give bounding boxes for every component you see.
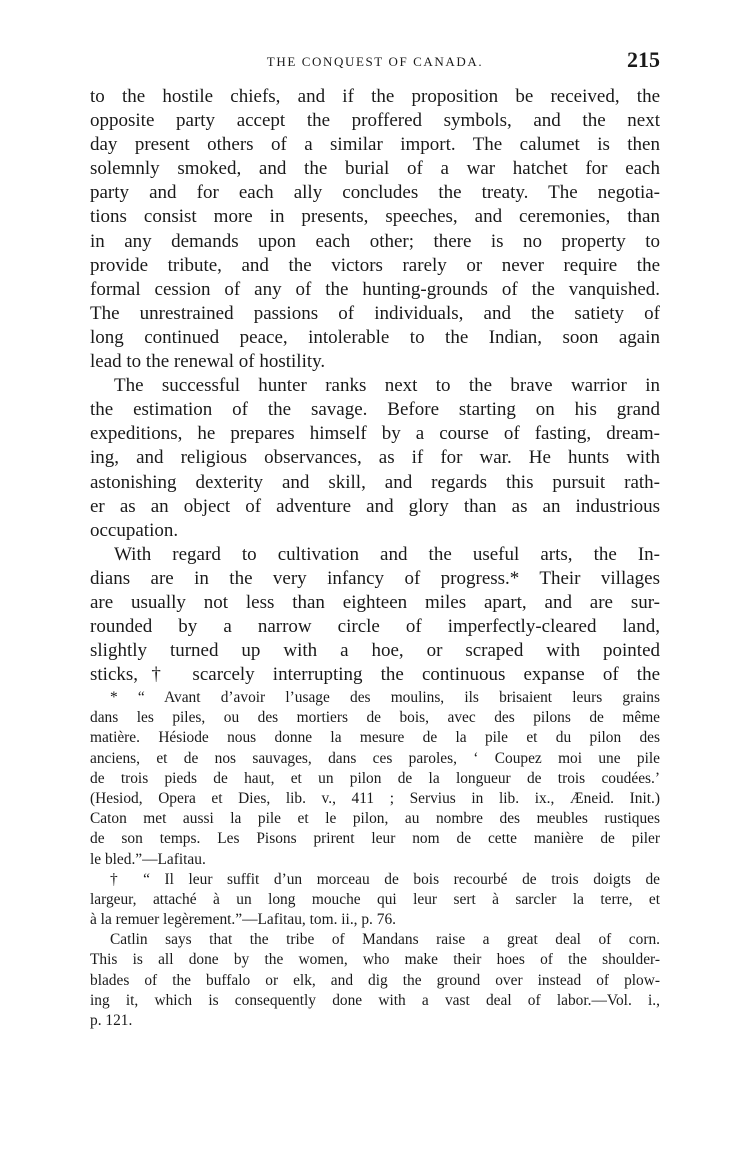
footnote-line: Caton met aussi la pile et le pilon, au nombre des meubles rustiques [90, 810, 660, 828]
text-line: formal cession of any of the hunting-grounds of the vanquished. [90, 278, 660, 300]
page-header [90, 47, 660, 77]
footnote-line: † “ Il leur suffit d’un morceau de bois recourbé de trois doigts de [110, 870, 660, 888]
footnote-line: (Hesiod, Opera et Dies, lib. v., 411 ; Servius in lib. ix., Æneid. Init.) [90, 789, 660, 807]
footnote-line: largeur, attaché à un long mouche qui leur sert à sarcler la terre, et [90, 890, 660, 908]
text-line: rounded by a narrow circle of imperfectly-cleared land, [90, 616, 660, 638]
text-line: sticks,† scarcely interrupting the continuous expanse of the [90, 664, 660, 686]
text-line: lead to the renewal of hostility. [90, 351, 326, 373]
text-line: the estimation of the savage. Before starting on his grand [90, 399, 660, 421]
text-line: opposite party accept the proffered symbols, and the next [90, 110, 660, 132]
text-line: solemnly smoked, and the burial of a war hatchet for each [90, 158, 660, 180]
text-line: day present others of a similar import. The calumet is then [90, 134, 660, 156]
page-number: 215 [627, 47, 660, 72]
text-line: tions consist more in presents, speeches, and ceremonies, than [90, 206, 660, 228]
footnote-line: anciens, et de nos sauvages, dans ces paroles, ‘ Coupez moi une pile [90, 749, 660, 767]
text-line: With regard to cultivation and the useful arts, the In- [114, 543, 660, 565]
text-line: slightly turned up with a hoe, or scraped with pointed [90, 640, 660, 662]
text-line: long continued peace, intolerable to the Indian, soon again [90, 326, 660, 348]
footnotes [90, 688, 660, 1031]
body-text [90, 85, 660, 687]
footnote-line: Catlin says that the tribe of Mandans raise a great deal of corn. [110, 931, 660, 949]
text-line: in any demands upon each other; there is no property to [90, 230, 660, 252]
text-line: are usually not less than eighteen miles apart, and are sur- [90, 591, 660, 613]
footnote-line: matière. Hésiode nous donne la mesure de la pile et du pilon des [90, 729, 660, 747]
text-line: dians are in the very infancy of progress.* Their villages [90, 567, 660, 589]
footnote-line: de son temps. Les Pisons prirent leur nom de cette manière de piler [90, 830, 660, 848]
footnote-line: ing it, which is consequently done with a vast deal of labor.—Vol. i., [90, 991, 660, 1009]
footnote-line: le bled.”—Lafitau. [90, 850, 206, 868]
text-line: occupation. [90, 519, 179, 541]
text-line: The unrestrained passions of individuals, and the satiety of [90, 302, 660, 324]
footnote-line: de trois pieds de haut, et un pilon de la longueur de trois coudées.’ [90, 769, 660, 787]
text-line: ing, and religious observances, as if for war. He hunts with [90, 447, 660, 469]
footnote-line: à la remuer legèrement.”—Lafitau, tom. ii., p. 76. [90, 911, 396, 929]
text-line: expeditions, he prepares himself by a course of fasting, dream- [90, 423, 660, 445]
text-line: er as an object of adventure and glory than as an industrious [90, 495, 660, 517]
running-title: THE CONQUEST OF CANADA. [266, 54, 484, 69]
text-line: astonishing dexterity and skill, and regards this pursuit rath- [90, 471, 660, 493]
text-line: The successful hunter ranks next to the brave warrior in [114, 375, 660, 397]
footnote-line: This is all done by the women, who make their hoes of the shoulder- [90, 951, 660, 969]
text-line: provide tribute, and the victors rarely or never require the [90, 254, 660, 276]
footnote-line: blades of the buffalo or elk, and dig the ground over instead of plow- [90, 971, 660, 989]
text-line: party and for each ally concludes the treaty. The negotia- [90, 182, 660, 204]
footnote-line: dans les piles, ou des mortiers de bois, avec des pilons de même [90, 709, 660, 727]
footnote-line: * “ Avant d’avoir l’usage des moulins, ils brisaient leurs grains [110, 689, 660, 706]
text-line: to the hostile chiefs, and if the proposition be received, the [90, 86, 660, 107]
footnote-line: p. 121. [90, 1012, 133, 1029]
